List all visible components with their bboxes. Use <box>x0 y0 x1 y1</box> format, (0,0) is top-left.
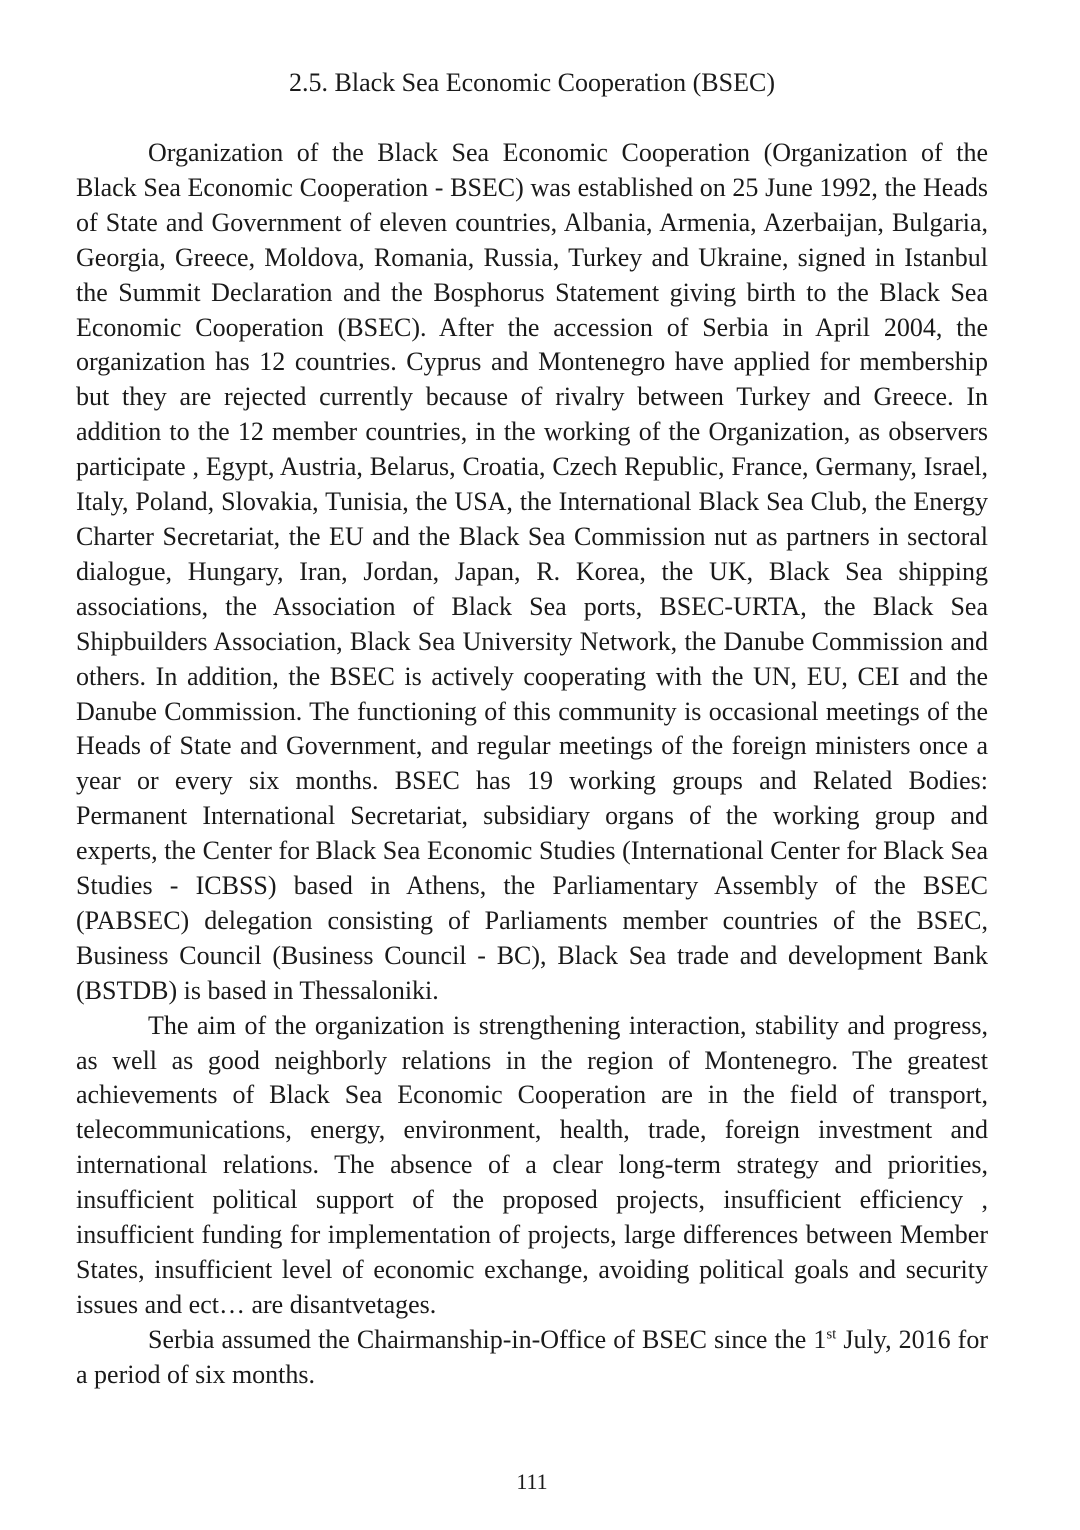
page-number: 111 <box>516 1469 548 1494</box>
body-text <box>76 136 988 1393</box>
section-heading: 2.5. Black Sea Economic Cooperation (BSEC) <box>289 68 775 97</box>
chairmanship-text-start: Serbia assumed the Chairmanship-in-Office of BSEC since the 1 <box>148 1324 827 1354</box>
paragraph-bsec-aims: The aim of the organization is strengthening interaction, stability and progress, as well as good neighborly relations in the region of Montenegro. The greatest achievements of Black Sea Economic Cooperation are in the field of transport, telecommunications, energy, environment, health, trade, foreign investment and international relations. The absence of a clear long-term strategy and priorities, insufficient political support of the proposed projects, insufficient efficiency , insufficient funding for implementation of projects, large differences between Member States, insufficient level of economic exchange, avoiding political goals and security issues and ect… are disantvetages. <box>76 1010 988 1319</box>
paragraph-bsec-overview: Organization of the Black Sea Economic Cooperation (Organization of the Black Sea Economic Cooperation - BSEC) was established on 25 June 1992, the Heads of State and Government of eleven countries, Albania, Armenia, Azerbaijan, Bulgaria, Georgia, Greece, Moldova, Romania, Russia, Turkey and Ukraine, signed in Istanbul the Summit Declaration and the Bosphorus Statement giving birth to the Black Sea Economic Cooperation (BSEC). After the accession of Serbia in April 2004, the organization has 12 countries. Cyprus and Montenegro have applied for membership but they are rejected currently because of rivalry between Turkey and Greece. In addition to the 12 member countries, in the working of the Organization, as observers participate , Egypt, Austria, Belarus, Croatia, Czech Republic, France, Germany, Israel, Italy, Poland, Slovakia, Tunisia, the USA, the International Black Sea Club, the Energy Charter Secretariat, the EU and the Black Sea Commission nut as partners in sectoral dialogue, Hungary, Iran, Jordan, Japan, R. Korea, the UK, Black Sea shipping associations, the Association of Black Sea ports, BSEC-URTA, the Black Sea Shipbuilders Association, Black Sea University Network, the Danube Commission and others. In addition, the BSEC is actively cooperating with the UN, EU, CEI and the Danube Commission. The functioning of this community is occasional meetings of the Heads of State and Government, and regular meetings of the foreign ministers once a year or every six months. BSEC has 19 working groups and Related Bodies: Permanent International Secretariat, subsidiary organs of the working group and experts, the Center for Black Sea Economic Studies (International Center for Black Sea Studies - ICBSS) based in Athens, the Parliamentary Assembly of the BSEC (PABSEC) delegation consisting of Parliaments member countries of the BSEC, Business Council (Business Council - BC), Black Sea trade and development Bank (BSTDB) is based in Thessaloniki. <box>76 138 988 1005</box>
ordinal-superscript: st <box>826 1326 837 1343</box>
document-page <box>76 0 988 1530</box>
paragraph-serbia-chairmanship <box>76 1323 988 1393</box>
chairmanship-text-end: July, 2016 for a period of six months. <box>76 1324 988 1389</box>
